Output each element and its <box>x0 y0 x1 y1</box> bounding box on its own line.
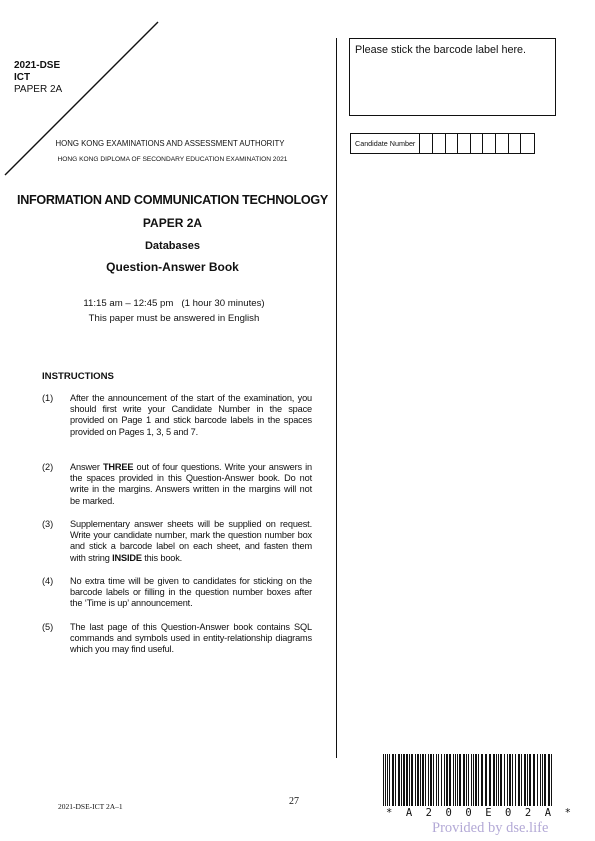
paper-year: 2021-DSE <box>14 60 61 71</box>
barcode-text: * A 2 0 0 E 0 2 A * <box>386 807 575 819</box>
barcode-bar <box>478 754 479 806</box>
barcode-bar <box>409 754 410 806</box>
barcode-bar <box>438 754 439 806</box>
barcode-bar <box>475 754 477 806</box>
barcode-bar <box>518 754 520 806</box>
exam-time: 11:15 am – 12:45 pm (1 hour 30 minutes) <box>83 298 265 309</box>
barcode-bar <box>387 754 388 806</box>
barcode-bar <box>540 754 541 806</box>
instruction-text-part: Answer <box>70 462 103 472</box>
barcode-bar <box>433 754 434 806</box>
barcode-bar <box>395 754 396 806</box>
page-divider <box>336 38 337 758</box>
paper-code: PAPER 2A <box>14 84 63 95</box>
barcode-bar <box>471 754 472 806</box>
barcode-bar <box>527 754 528 806</box>
barcode-bar <box>466 754 467 806</box>
barcode-bar <box>544 754 546 806</box>
instruction-text <box>70 519 312 564</box>
barcode-image <box>383 754 555 806</box>
barcode-bar <box>459 754 461 806</box>
instructions-heading: INSTRUCTIONS <box>42 371 114 382</box>
instruction-text: The last page of this Question-Answer book contains SQL commands and symbols used in entity-relationship diagrams which you may find useful. <box>70 622 312 655</box>
barcode-bar <box>524 754 526 806</box>
paper-subject: ICT <box>14 72 31 83</box>
candidate-digit-box[interactable] <box>496 134 509 153</box>
page-number: 27 <box>289 796 299 807</box>
provided-by-watermark: Provided by dse.life <box>432 820 549 836</box>
barcode-bar <box>498 754 499 806</box>
barcode-bar <box>493 754 495 806</box>
barcode-bar <box>420 754 421 806</box>
barcode-bar <box>537 754 538 806</box>
barcode-bar <box>436 754 437 806</box>
instruction-number: (2) <box>42 462 54 472</box>
barcode-bar <box>422 754 424 806</box>
barcode-sticker-label: Please stick the barcode label here. <box>355 44 527 56</box>
candidate-digit-box[interactable] <box>420 134 433 153</box>
candidate-digit-box[interactable] <box>509 134 522 153</box>
instruction-text <box>70 462 312 507</box>
barcode-bar <box>542 754 543 806</box>
barcode-bar <box>457 754 458 806</box>
barcode-bar <box>509 754 511 806</box>
barcode-bar <box>415 754 416 806</box>
exam-name: HONG KONG DIPLOMA OF SECONDARY EDUCATION EXAMINATION 2021 <box>57 156 288 163</box>
barcode-bar <box>468 754 469 806</box>
candidate-digit-box[interactable] <box>458 134 471 153</box>
candidate-number-label: Candidate Number <box>351 134 420 153</box>
instruction-emphasis: INSIDE <box>112 552 142 563</box>
subject-title: INFORMATION AND COMMUNICATION TECHNOLOGY <box>17 193 328 207</box>
barcode-bar <box>406 754 408 806</box>
candidate-digit-box[interactable] <box>483 134 496 153</box>
barcode-bar <box>411 754 413 806</box>
barcode-bar <box>441 754 442 806</box>
barcode-bar <box>496 754 497 806</box>
page-code: 2021-DSE-ICT 2A–1 <box>58 802 123 811</box>
barcode-bar <box>401 754 402 806</box>
barcode-bar <box>455 754 456 806</box>
barcode-bar <box>529 754 531 806</box>
barcode-bar <box>385 754 386 806</box>
barcode-bar <box>417 754 419 806</box>
barcode-bar <box>398 754 400 806</box>
instruction-text: After the announcement of the start of the examination, you should first write your Candidate Number in the space provided on Page 1 and stick barcode labels in the spaces provided on Pages 1, 3, 5 and 7. <box>70 393 312 437</box>
instruction-number: (1) <box>42 393 54 403</box>
instruction-number: (4) <box>42 576 54 586</box>
paper-title: PAPER 2A <box>142 216 203 230</box>
instruction-text-part: this book. <box>141 552 183 563</box>
barcode-bar <box>504 754 505 806</box>
barcode-bar <box>485 754 487 806</box>
authority-name: HONG KONG EXAMINATIONS AND ASSESSMENT AUTHORITY <box>55 139 285 148</box>
barcode-bar <box>383 754 384 806</box>
candidate-digit-box[interactable] <box>521 134 534 153</box>
barcode-bar <box>403 754 405 806</box>
candidate-number-field[interactable] <box>350 133 535 154</box>
barcode-bar <box>449 754 451 806</box>
instruction-text-part: out of four questions. Write your answers in the spaces provided in this Question-Answer book. Do not write in the margins. Answers written in the margins will not be marked. <box>70 462 312 506</box>
barcode-bar <box>521 754 522 806</box>
exam-language: This paper must be answered in English <box>88 313 260 324</box>
barcode-bar <box>507 754 508 806</box>
instruction-number: (3) <box>42 519 54 529</box>
barcode-bar <box>481 754 483 806</box>
book-title: Question-Answer Book <box>106 260 239 274</box>
barcode-bar <box>500 754 502 806</box>
barcode-bar <box>446 754 448 806</box>
instruction-number: (5) <box>42 622 54 632</box>
paper-subtitle: Databases <box>144 240 201 252</box>
candidate-digit-box[interactable] <box>471 134 484 153</box>
instruction-emphasis: THREE <box>102 462 134 472</box>
candidate-digit-box[interactable] <box>446 134 459 153</box>
barcode-bar <box>453 754 454 806</box>
barcode-bar <box>392 754 394 806</box>
barcode-bar <box>473 754 474 806</box>
barcode-bar <box>548 754 550 806</box>
instruction-text: No extra time will be given to candidates for sticking on the barcode labels or filling in the question number boxes after the ‘Time is up’ announcement. <box>70 576 312 609</box>
candidate-number-boxes[interactable] <box>420 134 533 153</box>
barcode-bar <box>444 754 445 806</box>
barcode-bar <box>425 754 426 806</box>
barcode-bar <box>430 754 432 806</box>
barcode-bar <box>551 754 552 806</box>
barcode-bar <box>515 754 516 806</box>
barcode-bar <box>428 754 429 806</box>
barcode-bar <box>389 754 390 806</box>
barcode-bar <box>533 754 535 806</box>
candidate-digit-box[interactable] <box>433 134 446 153</box>
barcode-bar <box>512 754 513 806</box>
barcode-bar <box>463 754 465 806</box>
barcode-bar <box>489 754 491 806</box>
instruction-text-part: Supplementary answer sheets will be supplied on request. Write your candidate number, mark the question number box and stick a barcode label on each sheet, and fasten them with string <box>70 519 312 563</box>
